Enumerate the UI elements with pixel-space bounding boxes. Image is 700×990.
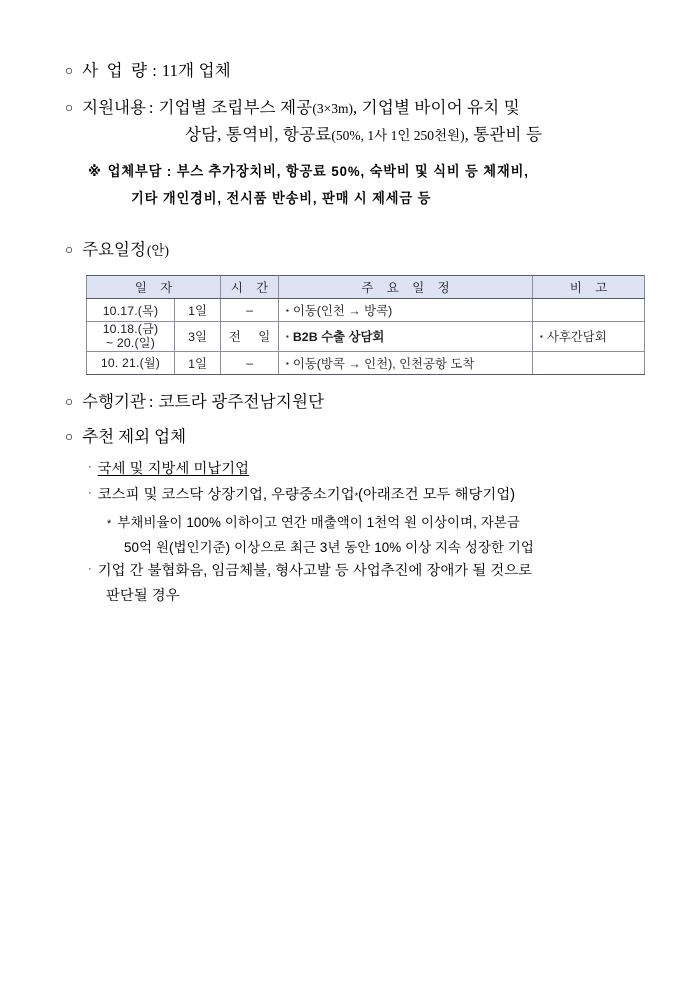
company-burden-note-line1 xyxy=(88,160,529,182)
circle-bullet-icon: ○ xyxy=(65,63,74,78)
cell-agenda xyxy=(279,299,533,322)
excluded-item-dispute-line2: 판단될 경우 xyxy=(106,588,180,604)
cell-agenda xyxy=(279,322,533,352)
square-bullet-icon: ▪ xyxy=(286,332,289,342)
footnote-line2 xyxy=(124,537,534,559)
section-schedule-label: 주요일정 xyxy=(82,240,146,259)
circle-bullet-icon: ○ xyxy=(65,242,74,257)
section-schedule-heading xyxy=(65,237,169,263)
section-organizer-colon: : xyxy=(148,392,154,411)
middle-dot-bullet-icon: · xyxy=(88,461,92,473)
cell-date: 10. 21.(월) xyxy=(87,351,175,374)
cell-duration: 1일 xyxy=(175,299,221,322)
company-burden-note-text2: 기타 개인경비, 전시품 반송비, 판매 시 제세금 등 xyxy=(131,190,432,207)
section-support-colon: : xyxy=(148,98,154,117)
excluded-item-listed-company-text-b: (아래조건 모두 해당기업) xyxy=(358,487,516,503)
middle-dot-bullet-icon: · xyxy=(88,487,92,499)
square-bullet-icon: ▪ xyxy=(286,358,289,368)
footnote-line2-text: 50억 원(법인기준) 이상으로 최근 3년 동안 10% 이상 지속 성장한 기업 xyxy=(124,540,534,555)
section-organizer-value: 코트라 광주전남지원단 xyxy=(158,392,325,411)
asterisk-icon: * xyxy=(107,518,112,530)
cell-date-line1: 10.18.(금) xyxy=(102,322,159,336)
excluded-item-unpaid-tax-text: 국세 및 지방세 미납기업 xyxy=(97,461,250,477)
section-support-line2-paren: (50%, 1사 1인 250천원) xyxy=(331,128,465,143)
cell-time: – xyxy=(221,299,279,322)
cell-remark-text: 사후간담회 xyxy=(546,330,607,345)
square-bullet-icon: ▪ xyxy=(540,332,543,342)
square-bullet-icon: ▪ xyxy=(286,306,289,315)
footnote-asterisk-icon: * xyxy=(354,491,359,501)
column-header-remark: 비 고 xyxy=(533,276,645,299)
circle-bullet-icon: ○ xyxy=(65,429,74,444)
column-header-time: 시 간 xyxy=(221,276,279,299)
circle-bullet-icon: ○ xyxy=(65,394,74,409)
cell-agenda-text: 이동(인천 → 방콕) xyxy=(292,304,393,318)
cell-remark xyxy=(533,299,645,322)
cell-duration: 3일 xyxy=(175,322,221,352)
cell-duration: 1일 xyxy=(175,351,221,374)
section-support-line2-a: 상담, 통역비, 항공료 xyxy=(185,125,332,144)
section-support-line1-paren: (3×3m) xyxy=(312,101,354,116)
table-row xyxy=(87,351,645,374)
footnote-line1 xyxy=(107,512,520,534)
cell-date xyxy=(87,322,175,352)
schedule-table xyxy=(86,275,645,375)
section-support-line2 xyxy=(185,122,542,148)
section-schedule-suffix: (안) xyxy=(146,243,169,258)
footnote-line1-text: 부채비율이 100% 이하이고 연간 매출액이 1천억 원 이상이며, 자본금 xyxy=(117,515,520,530)
section-organizer-label: 수행기관 xyxy=(82,392,146,411)
cell-time: – xyxy=(221,351,279,374)
cell-time: 전 일 xyxy=(221,322,279,352)
column-header-date: 일 자 xyxy=(87,276,221,299)
company-burden-note-text1: 업체부담 : 부스 추가장치비, 항공료 50%, 숙박비 및 식비 등 체재비, xyxy=(107,163,529,180)
column-header-agenda: 주 요 일 정 xyxy=(279,276,533,299)
section-organizer xyxy=(65,389,324,415)
section-excluded-label: 추천 제외 업체 xyxy=(82,427,187,446)
excluded-item-listed-company xyxy=(88,484,515,507)
section-support-label: 지원내용 xyxy=(82,98,146,117)
cell-date-line2: ~ 20.(일) xyxy=(106,336,155,351)
section-support-line1-b: , 기업별 바이어 유치 및 xyxy=(353,98,520,117)
table-row xyxy=(87,299,645,322)
reference-mark-icon: ※ xyxy=(88,163,102,180)
middle-dot-bullet-icon: · xyxy=(88,563,92,575)
company-burden-note-line2 xyxy=(131,187,431,209)
table-row xyxy=(87,322,645,352)
table-header-row xyxy=(87,276,645,299)
section-scale-colon: : xyxy=(152,61,157,80)
section-scale-label: 사 업 량 xyxy=(82,61,150,80)
section-excluded-heading xyxy=(65,424,187,450)
cell-agenda xyxy=(279,351,533,374)
circle-bullet-icon: ○ xyxy=(65,100,74,115)
excluded-item-listed-company-text-a: 코스피 및 코스닥 상장기업, 우량중소기업 xyxy=(97,487,355,503)
excluded-item-dispute xyxy=(88,560,532,583)
cell-agenda-text: 이동(방콕 → 인천), 인천공항 도착 xyxy=(292,356,475,371)
section-support-line1-a: 기업별 조립부스 제공 xyxy=(158,98,313,117)
section-scale xyxy=(65,58,231,84)
section-support xyxy=(65,95,520,121)
section-scale-value: 11개 업체 xyxy=(161,61,231,80)
cell-remark xyxy=(533,322,645,352)
excluded-item-dispute-line1: 기업 간 불협화음, 임금체불, 형사고발 등 사업추진에 장애가 될 것으로 xyxy=(97,563,533,579)
cell-agenda-text: B2B 수출 상담회 xyxy=(292,330,385,345)
cell-remark xyxy=(533,351,645,374)
excluded-item-unpaid-tax xyxy=(88,458,249,481)
excluded-item-dispute-line2-wrap xyxy=(106,585,180,608)
section-support-line2-b: , 통관비 등 xyxy=(464,125,543,144)
cell-date: 10.17.(목) xyxy=(87,299,175,322)
